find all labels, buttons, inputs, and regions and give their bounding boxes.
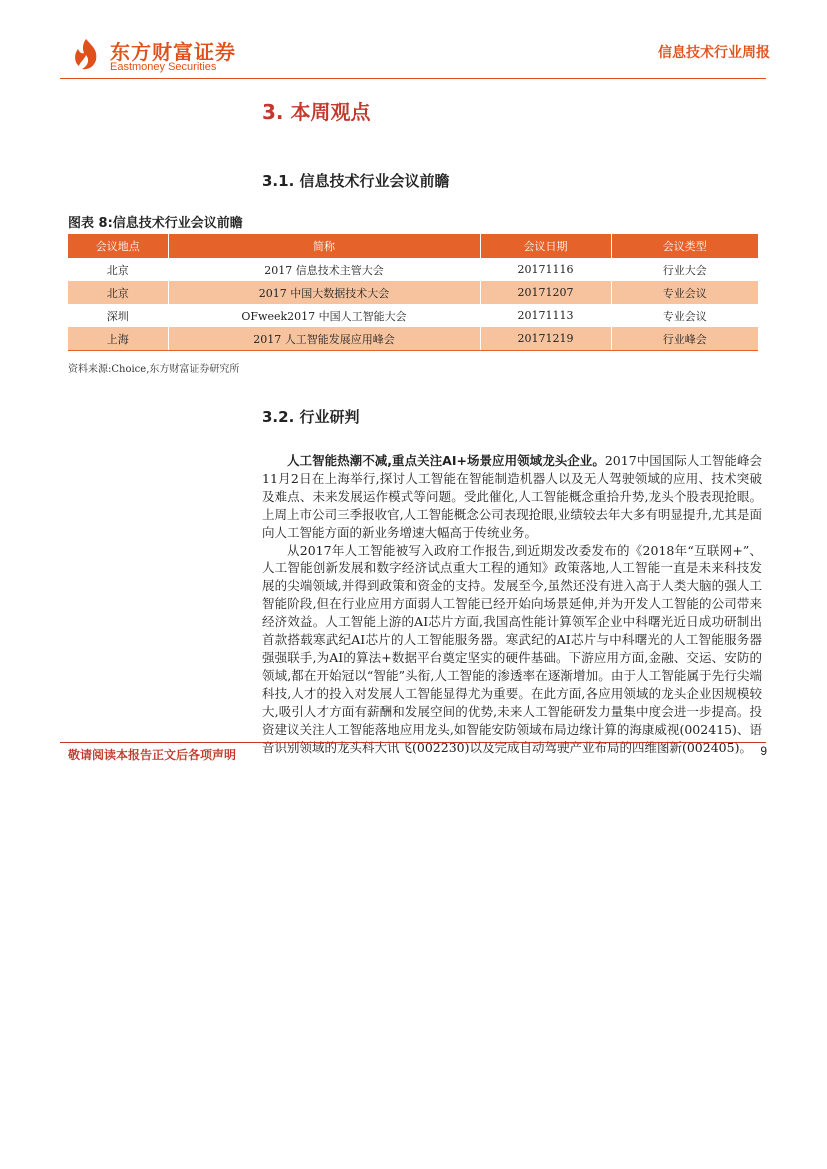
column-header: 会议日期: [480, 234, 611, 258]
page-header: [60, 28, 770, 78]
table-cell: OFweek2017 中国人工智能大会: [168, 304, 480, 327]
table-cell: 2017 信息技术主管大会: [168, 258, 480, 281]
figure-source: 资料来源:Choice,东方财富证券研究所: [68, 364, 240, 375]
page-number: 9: [760, 744, 767, 758]
table-cell: 行业大会: [611, 258, 758, 281]
table-cell: 上海: [68, 327, 168, 351]
table-row: [68, 304, 758, 327]
table-row: [68, 258, 758, 281]
analysis-body: [262, 452, 762, 756]
table-cell: 北京: [68, 281, 168, 304]
paragraph-2: 从2017年人工智能被写入政府工作报告,到近期发改委发布的《2018年“互联网+”、人工智能创新发展和数字经济试点重大工程的通知》政策落地,人工智能一直是未来科技发展的尖端领域,并得到政策和资金的支持。发展至今,虽然还没有进入高于人类大脑的强人工智能阶段,但在行业应用方面弱人工智能已经开始向场景延伸,并为开发人工智能的公司带来经济效益。人工智能上游的AI芯片方面,我国高性能计算领军企业中科曙光近日成功研制出首款搭载寒武纪AI芯片的人工智能服务器。寒武纪的AI芯片与中科曙光的人工智能服务器强强联手,为AI的算法+数据平台奠定坚实的硬件基础。下游应用方面,金融、交运、安防的领域,都在开始冠以“智能”头衔,人工智能的渗透率在逐渐增加。由于人工智能属于先行尖端科技,人才的投入对发展人工智能显得尤为重要。在此方面,各应用领域的龙头企业因规模较大,吸引人才方面有薪酬和发展空间的优势,未来人工智能研发力量集中度会进一步提高。投资建议关注人工智能落地应用龙头,如智能安防领域布局边缘计算的海康威视(002415)、语音识别领域的龙头科大讯飞(002230)以及完成自动驾驶产业布局的四维图新(002405)。: [262, 542, 762, 755]
conference-table: [68, 234, 758, 351]
disclaimer-note: 敬请阅读本报告正文后各项声明: [68, 748, 237, 762]
paragraph-text: 2017中国国际人工智能峰会11月2日在上海举行,探讨人工智能在智能制造机器人以及无人驾驶领域的应用、技术突破及难点、未来发展运作模式等问题。受此催化,人工智能概念重拾升势,龙头个股表现抢眼。上周上市公司三季报收官,人工智能概念公司表现抢眼,业绩较去年大多有明显提升,尤其是面向人工智能方面的新业务增速大幅高于传统业务。: [262, 453, 762, 540]
section-title: 3. 本周观点: [262, 100, 371, 124]
figure-title: 图表 8:信息技术行业会议前瞻: [68, 216, 243, 231]
table-cell: 20171207: [480, 281, 611, 304]
table-cell: 专业会议: [611, 304, 758, 327]
table-row: [68, 327, 758, 351]
table-cell: 专业会议: [611, 281, 758, 304]
subsection-title-conferences: 3.1. 信息技术行业会议前瞻: [262, 172, 450, 190]
table-header-row: [68, 234, 758, 258]
table-cell: 行业峰会: [611, 327, 758, 351]
column-header: 会议地点: [68, 234, 168, 258]
paragraph-lead: 人工智能热潮不减,重点关注AI+场景应用领域龙头企业。: [287, 453, 605, 468]
header-divider: [60, 78, 766, 79]
brand-name-en: Eastmoney Securities: [110, 61, 217, 73]
subsection-title-industry-analysis: 3.2. 行业研判: [262, 408, 360, 426]
footer-divider: [60, 742, 766, 743]
table-cell: 2017 中国大数据技术大会: [168, 281, 480, 304]
table-cell: 20171116: [480, 258, 611, 281]
table-cell: 北京: [68, 258, 168, 281]
table-cell: 2017 人工智能发展应用峰会: [168, 327, 480, 351]
eastmoney-flame-logo-icon: [68, 36, 104, 72]
table-cell: 20171219: [480, 327, 611, 351]
table-cell: 20171113: [480, 304, 611, 327]
table-cell: 深圳: [68, 304, 168, 327]
brand-name-cn: 东方财富证券: [110, 40, 236, 64]
report-type-title: 信息技术行业周报: [658, 45, 770, 61]
column-header: 会议类型: [611, 234, 758, 258]
table-row: [68, 281, 758, 304]
column-header: 简称: [168, 234, 480, 258]
paragraph-1: [262, 452, 762, 542]
